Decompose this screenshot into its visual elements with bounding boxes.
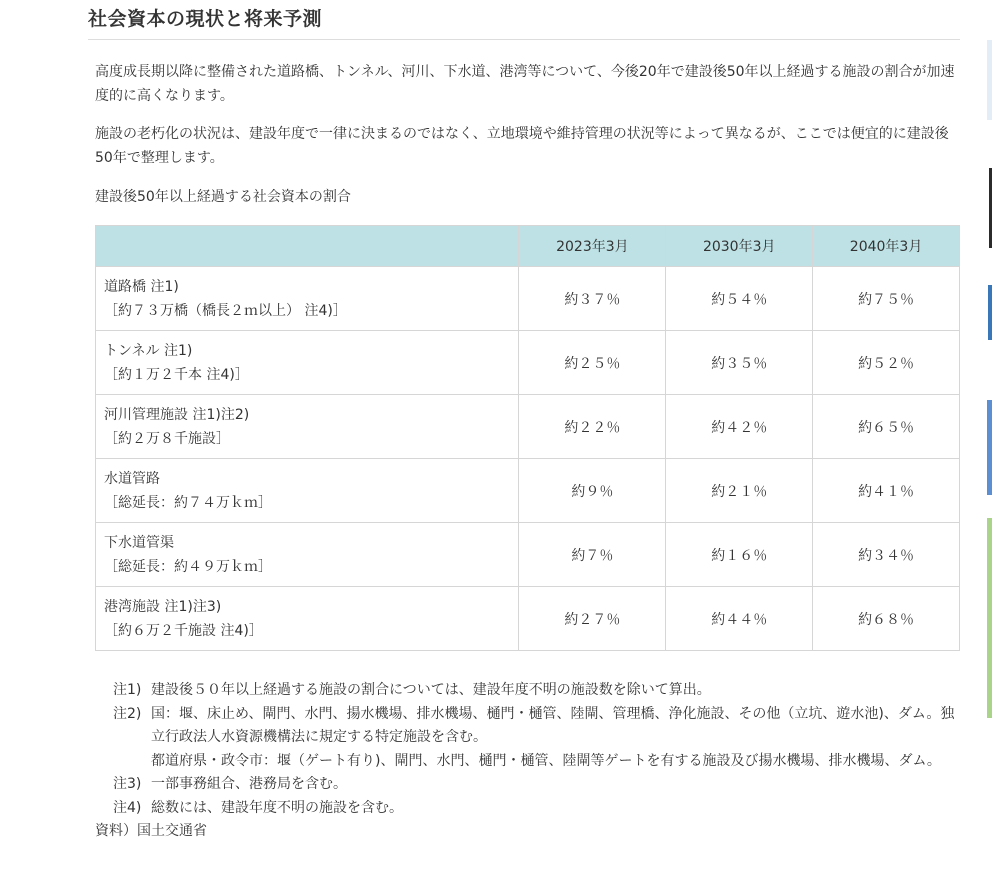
row-label <box>96 459 519 523</box>
value-2023: 約３７％ <box>519 267 666 331</box>
section-heading: 社会資本の現状と将来予測 <box>88 2 960 40</box>
value-2030: 約３５％ <box>666 331 813 395</box>
header-2040: 2040年3月 <box>813 226 960 267</box>
value-2023: 約２７％ <box>519 587 666 651</box>
footnote-text: 一部事務組合、港務局を含む。 <box>151 776 347 792</box>
header-2030: 2030年3月 <box>666 226 813 267</box>
footnote <box>95 703 960 774</box>
side-widget-edge <box>987 40 992 120</box>
row-name: 港湾施設 注1)注3) <box>104 598 222 615</box>
footnote <box>95 797 960 821</box>
row-name: 道路橋 注1) <box>104 278 179 295</box>
value-2040: 約６８％ <box>813 587 960 651</box>
intro-paragraph-2: 施設の老朽化の状況は、建設年度で一律に決まるのではなく、立地環境や維持管理の状況等によって異なるが、ここでは便宜的に建設後50年で整理します。 <box>95 126 949 166</box>
value-2030: 約４２％ <box>666 395 813 459</box>
table-header-row <box>96 226 960 267</box>
footnote-text: 総数には、建設年度不明の施設を含む。 <box>151 799 403 816</box>
value-2023: 約７％ <box>519 523 666 587</box>
value-2040: 約４１％ <box>813 459 960 523</box>
row-detail: ［約１万２千本 注4)］ <box>104 366 249 383</box>
value-2040: 約７５％ <box>813 267 960 331</box>
value-2030: 約４４％ <box>666 587 813 651</box>
footnotes <box>95 679 960 844</box>
row-name: トンネル 注1) <box>104 342 193 359</box>
value-2023: 約２５％ <box>519 331 666 395</box>
table-row <box>96 267 960 331</box>
row-name: 河川管理施設 注1)注2) <box>104 406 250 423</box>
header-blank <box>96 226 519 267</box>
table-row <box>96 459 960 523</box>
footnote-body <box>151 679 960 703</box>
footnote-body <box>151 703 960 774</box>
footnote-text: 都道府県・政令市：堰（ゲート有り)、閘門、水門、樋門・樋管、陸閘等ゲートを有する施設及び揚水機場、排水機場、ダム。 <box>151 752 941 769</box>
value-2030: 約５４％ <box>666 267 813 331</box>
footnote-body <box>151 797 960 821</box>
table-row <box>96 523 960 587</box>
footnote-label: 注4) <box>113 799 142 816</box>
footnote-label: 注3) <box>113 776 142 792</box>
side-widget-edge <box>988 285 992 340</box>
table-row <box>96 395 960 459</box>
footnote-text: 国：堰、床止め、閘門、水門、揚水機場、排水機場、樋門・樋管、陸閘、管理橋、浄化施設、その他（立坑、遊水池)、ダム。独立行政法人水資源機構法に規定する特定施設を含む。 <box>151 705 955 745</box>
row-detail: ［約２万８千施設］ <box>104 430 230 447</box>
value-2040: 約５２％ <box>813 331 960 395</box>
row-label <box>96 395 519 459</box>
infrastructure-aging-table <box>95 225 960 651</box>
value-2040: 約３４％ <box>813 523 960 587</box>
row-name: 下水道管渠 <box>104 534 174 551</box>
footnote-text: 建設後５０年以上経過する施設の割合については、建設年度不明の施設数を除いて算出。 <box>151 682 711 698</box>
footnote-label: 注1) <box>113 682 142 698</box>
row-label <box>96 331 519 395</box>
row-detail: ［総延長：約４９万ｋｍ］ <box>104 558 272 575</box>
row-label <box>96 587 519 651</box>
row-name: 水道管路 <box>104 470 160 487</box>
footnote-body <box>151 773 960 797</box>
header-2023: 2023年3月 <box>519 226 666 267</box>
value-2030: 約２１％ <box>666 459 813 523</box>
table-row <box>96 331 960 395</box>
value-2040: 約６５％ <box>813 395 960 459</box>
intro-paragraph-1: 高度成長期以降に整備された道路橋、トンネル、河川、下水道、港湾等について、今後20年で建設後50年以上経過する施設の割合が加速度的に高くなります。 <box>95 64 955 104</box>
row-detail: ［約６万２千施設 注4)］ <box>104 622 263 639</box>
side-widget-edge <box>987 518 992 718</box>
row-label <box>96 523 519 587</box>
table-row <box>96 587 960 651</box>
row-detail: ［約７３万橋（橋長２ｍ以上） 注4)］ <box>104 302 347 319</box>
value-2023: 約２２％ <box>519 395 666 459</box>
row-detail: ［総延長：約７４万ｋｍ］ <box>104 494 272 511</box>
row-label <box>96 267 519 331</box>
side-widget-edge <box>987 400 992 495</box>
value-2030: 約１６％ <box>666 523 813 587</box>
footnote <box>95 679 960 703</box>
table-caption: 建設後50年以上経過する社会資本の割合 <box>95 189 351 205</box>
footnote <box>95 773 960 797</box>
source-credit: 資料）国土交通省 <box>95 823 207 839</box>
footnote-label: 注2) <box>113 705 142 722</box>
value-2023: 約９％ <box>519 459 666 523</box>
